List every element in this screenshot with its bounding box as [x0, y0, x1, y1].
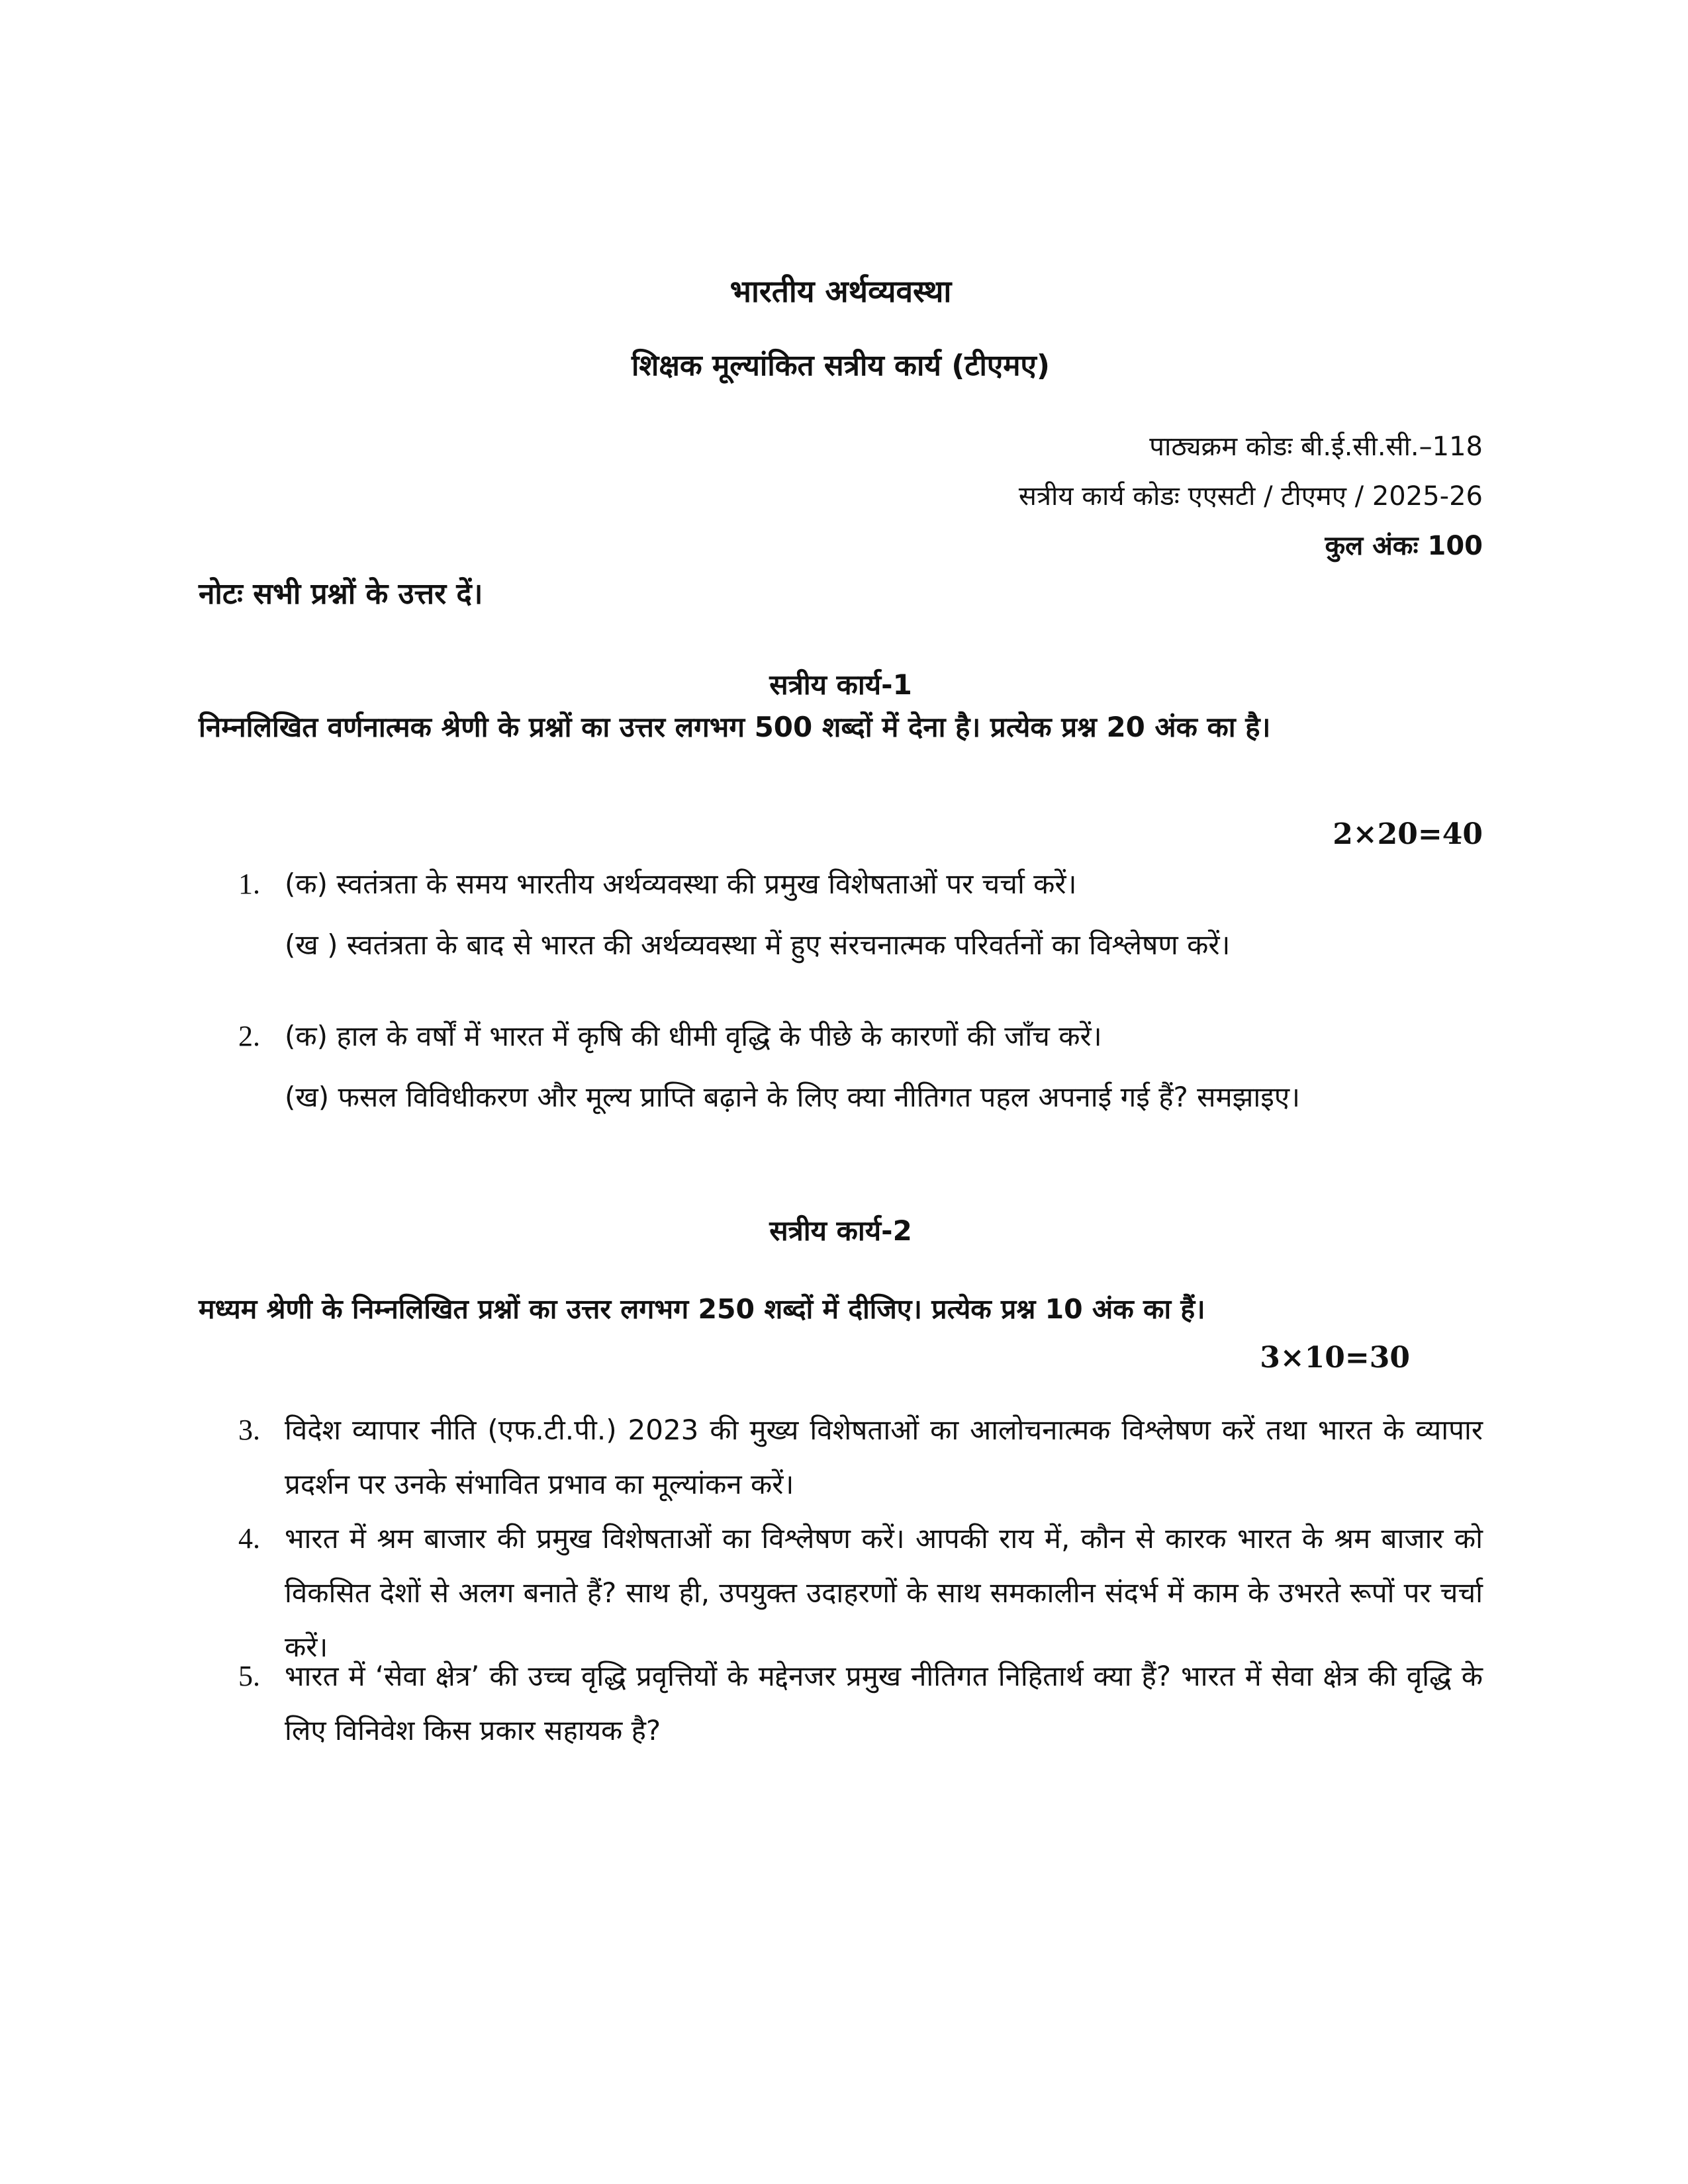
question-text: भारत में श्रम बाजार की प्रमुख विशेषताओं का विश्लेषण करें। आपकी राय में, कौन से कारक भारत के श्रम बाजार को विकसित देशों से अलग बनाते हैं? साथ ही, उपयुक्त उदाहरणों के साथ समकालीन संदर्भ में काम के उभरते रूपों पर चर्चा करें।	[285, 1522, 1483, 1663]
section-2-heading: सत्रीय कार्य-2	[769, 1214, 912, 1247]
section-1-heading: सत्रीय कार्य-1	[769, 668, 912, 701]
question-3	[238, 1403, 1483, 1512]
section-2-instructions: मध्यम श्रेणी के निम्नलिखित प्रश्नों का उत्तर लगभग 250 शब्दों में दीजिए। प्रत्येक प्रश्न 10 अंक का हैं।	[199, 1293, 1205, 1325]
question-number: 5.	[238, 1660, 260, 1692]
question-text: विदेश व्यापार नीति (एफ.टी.पी.) 2023 की मुख्य विशेषताओं का आलोचनात्मक विश्लेषण करें तथा भारत के व्यापार प्रदर्शन पर उनके संभावित प्रभाव का मूल्यांकन करें।	[285, 1414, 1483, 1500]
question-2	[238, 1006, 1483, 1128]
section-2-marks: 3×10=30	[1260, 1341, 1410, 1375]
question-part: (क) स्वतंत्रता के समय भारतीय अर्थव्यवस्था की प्रमुख विशेषताओं पर चर्चा करें।	[285, 868, 1077, 900]
assignment-code: सत्रीय कार्य कोडः एएसटी / टीएमए / 2025-26	[1018, 481, 1483, 512]
course-title: भारतीय अर्थव्यवस्था	[729, 273, 952, 309]
question-part: (ख ) स्वतंत्रता के बाद से भारत की अर्थव्यवस्था में हुए संरचनात्मक परिवर्तनों का विश्लेषण करें।	[285, 929, 1231, 961]
question-number: 2.	[238, 1020, 260, 1052]
question-number: 3.	[238, 1414, 260, 1446]
question-part: (ख) फसल विविधीकरण और मूल्य प्राप्ति बढ़ाने के लिए क्या नीतिगत पहल अपनाई गई हैं? समझाइए।	[285, 1081, 1301, 1113]
question-text: भारत में ‘सेवा क्षेत्र’ की उच्च वृद्धि प्रवृत्तियों के मद्देनजर प्रमुख नीतिगत निहितार्थ क्या हैं? भारत में सेवा क्षेत्र की वृद्धि के लिए विनिवेश किस प्रकार सहायक है?	[285, 1660, 1483, 1747]
question-part: (क) हाल के वर्षों में भारत में कृषि की धीमी वृद्धि के पीछे के कारणों की जाँच करें।	[285, 1020, 1102, 1052]
section-1-marks: 2×20=40	[1333, 817, 1483, 851]
total-marks: कुल अंकः 100	[1325, 531, 1483, 561]
question-number: 1.	[238, 868, 260, 900]
section-1-instructions: निम्नलिखित वर्णनात्मक श्रेणी के प्रश्नों का उत्तर लगभग 500 शब्दों में देना है। प्रत्येक प्रश्न 20 अंक का है।	[199, 711, 1271, 743]
question-5	[238, 1649, 1483, 1758]
question-number: 4.	[238, 1522, 260, 1555]
assignment-type: शिक्षक मूल्यांकित सत्रीय कार्य (टीएमए)	[632, 349, 1050, 383]
course-code: पाठ्यक्रम कोडः बी.ई.सी.सी.–118	[1149, 432, 1483, 462]
question-1	[238, 854, 1483, 976]
note: नोटः सभी प्रश्नों के उत्तर दें।	[199, 577, 483, 611]
